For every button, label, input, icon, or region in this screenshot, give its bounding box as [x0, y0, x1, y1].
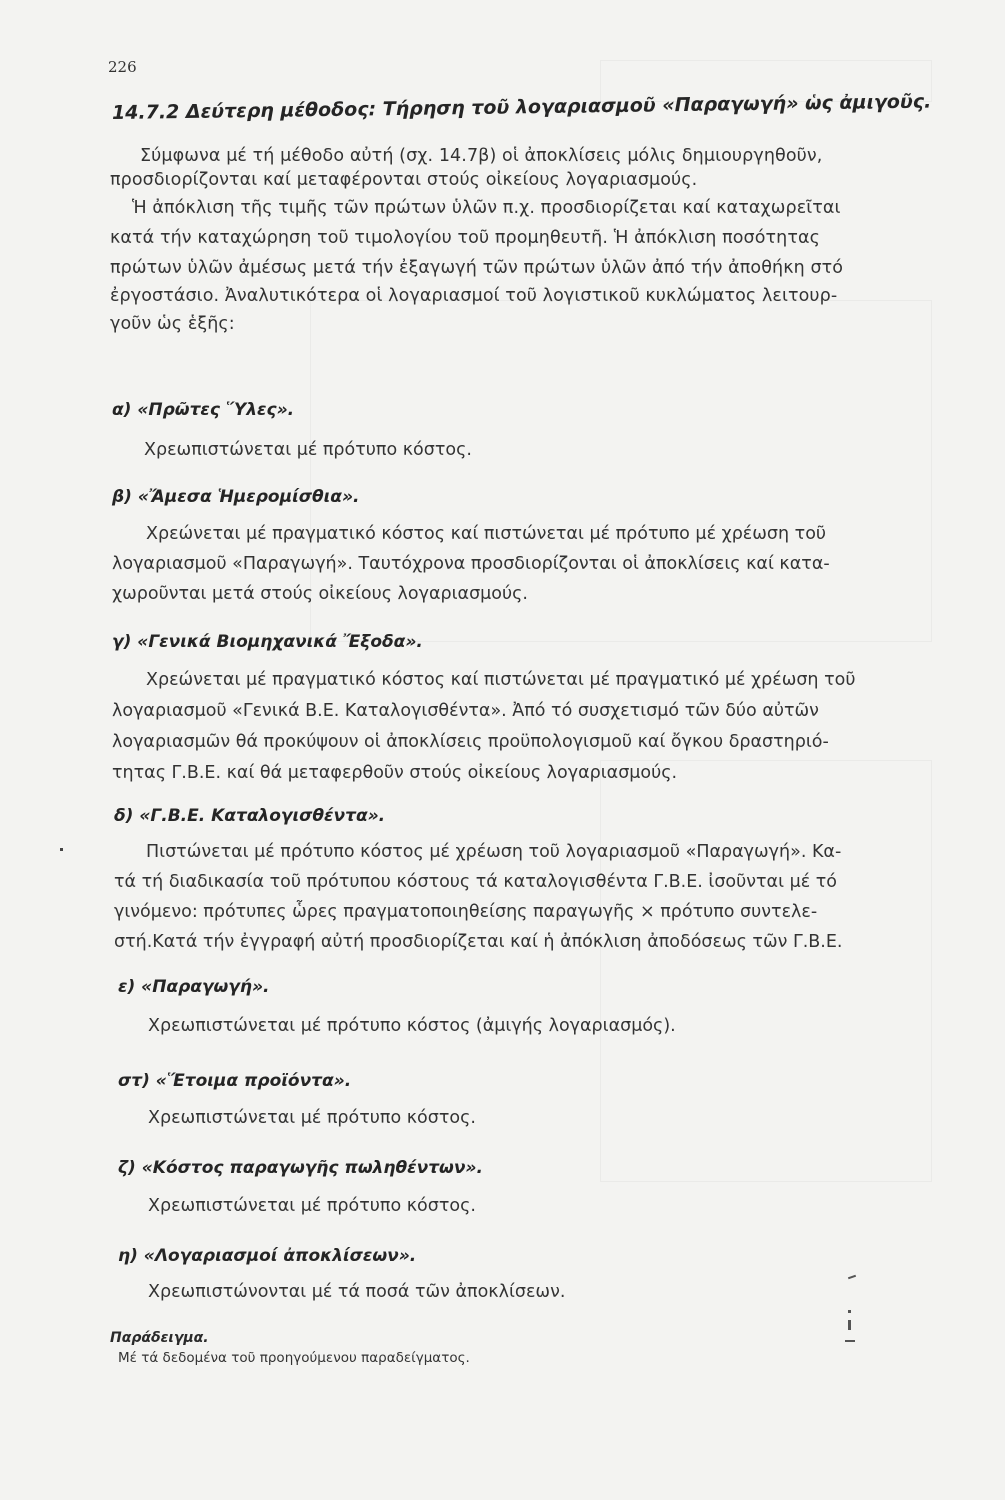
- intro-line: Ἡ ἀπόκλιση τῆς τιμῆς τῶν πρώτων ὑλῶν π.χ. προσδιορίζεται καί καταχωρεῖται: [132, 198, 841, 218]
- item-line: Χρεωπιστώνεται μέ πρότυπο κόστος.: [144, 440, 472, 460]
- item-heading-d: δ) «Γ.Β.Ε. Καταλογισθέντα».: [114, 806, 386, 826]
- item-line: Χρεωπιστώνεται μέ πρότυπο κόστος.: [148, 1196, 476, 1216]
- item-line: λογαριασμοῦ «Γενικά Β.Ε. Καταλογισθέντα». Ἀπό τό συσχετισμό τῶν δύο αὐτῶν: [112, 701, 819, 721]
- intro-line: προσδιορίζονται καί μεταφέρονται στούς οἰκείους λογαριασμούς.: [110, 170, 698, 190]
- item-line: γινόμενο: πρότυπες ὧρες πραγματοποιηθείσης παραγωγῆς × πρότυπο συντελε-: [114, 902, 818, 922]
- stray-mark: [60, 848, 63, 851]
- item-heading-b: β) «Ἄμεσα Ἡμερομίσθια».: [112, 487, 360, 507]
- item-text-h: [148, 1278, 565, 1306]
- example-text: Μέ τά δεδομένα τοῦ προηγούμενου παραδείγματος.: [118, 1350, 470, 1366]
- item-line: Χρεώνεται μέ πραγματικό κόστος καί πιστώνεται μέ πρότυπο μέ χρέωση τοῦ: [146, 524, 827, 544]
- intro-line: Σύμφωνα μέ τή μέθοδο αὐτή (σχ. 14.7β) οἱ ἀποκλίσεις μόλις δημιουργηθοῦν,: [140, 146, 823, 166]
- item-heading-f: στ) «Ἕτοιμα προϊόντα».: [118, 1071, 352, 1091]
- intro-line: κατά τήν καταχώρηση τοῦ τιμολογίου τοῦ προμηθευτῆ. Ἡ ἀπόκλιση ποσότητας: [110, 228, 821, 248]
- item-line: Πιστώνεται μέ πρότυπο κόστος μέ χρέωση τοῦ λογαριασμοῦ «Παραγωγή». Κα-: [146, 842, 842, 862]
- item-text-b: [112, 520, 830, 608]
- intro-line: γοῦν ὡς ἑξῆς:: [110, 314, 235, 334]
- item-heading-a: α) «Πρῶτες Ὕλες».: [112, 400, 295, 420]
- item-line: τητας Γ.Β.Ε. καί θά μεταφερθοῦν στούς οἰκείους λογαριασμούς.: [112, 763, 678, 783]
- item-heading-e: ε) «Παραγωγή».: [118, 977, 270, 997]
- item-line: Χρεωπιστώνεται μέ πρότυπο κόστος.: [148, 1108, 476, 1128]
- intro-line: ἐργοστάσιο. Ἀναλυτικότερα οἱ λογαριασμοί τοῦ λογιστικοῦ κυκλώματος λειτουρ-: [110, 286, 838, 306]
- stray-mark: [848, 1310, 851, 1313]
- example-heading: Παράδειγμα.: [110, 1330, 209, 1346]
- bleed-through-box: [600, 760, 932, 1182]
- item-text-d: [114, 838, 842, 956]
- item-line: Χρεώνεται μέ πραγματικό κόστος καί πιστώνεται μέ πραγματικό μέ χρέωση τοῦ: [146, 670, 856, 690]
- stray-mark: [845, 1340, 855, 1342]
- item-text-e: [148, 1012, 676, 1040]
- item-line: Χρεωπιστώνεται μέ πρότυπο κόστος (ἀμιγής λογαριασμός).: [148, 1016, 676, 1036]
- item-line: λογαριασμοῦ «Παραγωγή». Ταυτόχρονα προσδιορίζονται οἱ ἀποκλίσεις καί κατα-: [112, 554, 830, 574]
- intro-paragraph: [110, 142, 843, 338]
- item-line: Χρεωπιστώνονται μέ τά ποσά τῶν ἀποκλίσεων.: [148, 1282, 566, 1302]
- item-heading-h: η) «Λογαριασμοί ἀποκλίσεων».: [118, 1246, 417, 1266]
- item-text-g: [148, 1192, 476, 1220]
- item-text-c: [112, 666, 855, 787]
- item-line: χωροῦνται μετά στούς οἰκείους λογαριασμούς.: [112, 584, 528, 604]
- page-number: 226: [108, 58, 137, 76]
- item-heading-c: γ) «Γενικά Βιομηχανικά Ἔξοδα».: [112, 632, 423, 652]
- item-heading-g: ζ) «Κόστος παραγωγῆς πωληθέντων».: [118, 1158, 483, 1178]
- intro-line: πρώτων ὑλῶν ἀμέσως μετά τήν ἐξαγωγή τῶν πρώτων ὑλῶν ἀπό τήν ἀποθήκη στό: [110, 258, 844, 278]
- stray-mark: [848, 1320, 851, 1330]
- item-line: τά τή διαδικασία τοῦ πρότυπου κόστους τά καταλογισθέντα Γ.Β.Ε. ἰσοῦνται μέ τό: [114, 872, 837, 892]
- item-text-a: [144, 436, 472, 464]
- item-line: στή.Κατά τήν ἐγγραφή αὐτή προσδιορίζεται καί ἡ ἀπόκλιση ἀποδόσεως τῶν Γ.Β.Ε.: [114, 932, 843, 952]
- stray-mark: [848, 1275, 856, 1280]
- section-heading: 14.7.2 Δεύτερη μέθοδος: Τήρηση τοῦ λογαριασμοῦ «Παραγωγή» ὡς ἀμιγοῦς.: [111, 90, 932, 124]
- item-line: λογαριασμῶν θά προκύψουν οἱ ἀποκλίσεις προϋπολογισμοῦ καί ὄγκου δραστηριό-: [112, 732, 829, 752]
- item-text-f: [148, 1104, 476, 1132]
